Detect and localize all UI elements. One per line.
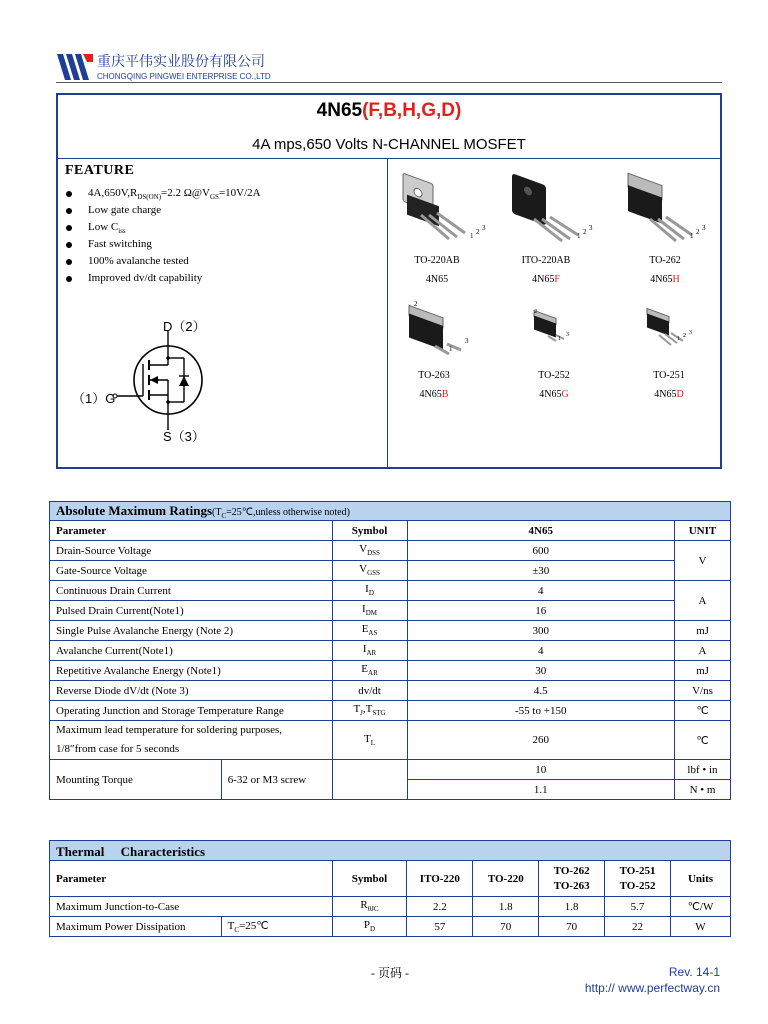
revision: Rev. 14-1 [668, 965, 720, 979]
col-header-ito220: ITO-220 [407, 861, 473, 897]
col-header-parameter: Parameter [50, 521, 333, 541]
package-name: TO-252 [538, 370, 570, 381]
part-base: 4N65 [316, 100, 363, 121]
package-name: TO-220AB [414, 255, 460, 266]
feature-item: Low $C_{iss}$ [88, 221, 126, 236]
package-part: 4N65D [654, 389, 684, 400]
pin-label: 3 [589, 224, 593, 232]
drain-label: D（2） [163, 319, 206, 334]
table-row: Operating Junction and Storage Temperature Range $T_J,T_{STG}$ -55 to +150 ℃ [50, 701, 731, 721]
feature-item: 100% avalanche tested [88, 255, 189, 267]
pin-label: 3 [482, 224, 486, 232]
col-header-symbol: Symbol [332, 861, 407, 897]
pin-label: 3 [566, 332, 569, 338]
feature-heading: FEATURE [65, 163, 135, 178]
col-header-unit: UNIT [674, 521, 730, 541]
pin-label: 2 [534, 309, 537, 315]
source-label: S（3） [163, 429, 205, 444]
feature-list [56, 185, 386, 295]
package-part: 4N65H [650, 274, 680, 285]
table-row: Drain-Source Voltage $V_{DSS}$ 600 V [50, 541, 731, 561]
pin-label: 1 [677, 336, 680, 342]
company-name-en: CHONGQING PINGWEI ENTERPRISE CO.,LTD [97, 72, 271, 81]
to263-package-image [405, 300, 485, 360]
feature-item: $4A,650V,R_{DS(ON)}=2.2$ $\Omega@V_{GS}=10V/2A$ [88, 187, 261, 202]
col-header-to251-to252: TO-251 TO-252 [605, 861, 671, 897]
pin-label: 3 [702, 224, 706, 232]
pin-label: 2 [583, 228, 587, 236]
website-link[interactable]: http:// www.perfectway.cn [584, 981, 720, 995]
pin-label: 3 [465, 337, 469, 345]
table-row: Mounting Torque 6-32 or M3 screw 10 lbf • in [50, 760, 731, 780]
pin-label: 2 [414, 300, 418, 308]
absolute-max-ratings-table [49, 501, 731, 800]
package-part: 4N65F [532, 274, 560, 285]
pin-label: 2 [476, 228, 480, 236]
package-part: 4N65G [539, 389, 569, 400]
table-row: Repetitive Avalanche Energy (Note1) $E_{AR}$ 30 mJ [50, 661, 731, 681]
pin-label: 2 [683, 333, 686, 339]
to251-package-image [643, 303, 693, 347]
col-header-symbol: Symbol [332, 521, 407, 541]
company-logo [57, 52, 93, 82]
table-row: 1.1 N • m [50, 780, 731, 800]
pin-label: 1 [690, 232, 694, 240]
col-header-to262-to263: TO-262 TO-263 [539, 861, 605, 897]
pin-label: 1 [577, 232, 581, 240]
table-row: Continuous Drain Current $I_D$ 4 A [50, 581, 731, 601]
header-divider [56, 82, 722, 83]
abs-max-caption: Absolute Maximum $Ratings(T_C=25℃,unless$ otherwise noted) [50, 502, 731, 521]
pin-label: 1 [558, 336, 561, 342]
table-row: Maximum Power Dissipation $T_C=25℃$ $P_D$ 57 70 70 22 W [50, 917, 731, 937]
table-row: Gate-Source Voltage $V_{GSS}$ ±30 [50, 561, 731, 581]
page-number: - 页码 - [371, 966, 409, 980]
table-row: Maximum lead temperature for soldering purposes, 1/8″from case for 5 seconds $T_L$ 260 ℃ [50, 721, 731, 760]
pin-label: 3 [689, 330, 692, 336]
feature-item: Improved dv/dt capability [88, 272, 203, 284]
col-header-value: 4N65 [407, 521, 674, 541]
product-title [56, 100, 722, 122]
package-name: TO-263 [418, 370, 450, 381]
mosfet-symbol [110, 330, 210, 430]
pin-label: 1 [449, 345, 453, 353]
thermal-characteristics-table [49, 840, 731, 937]
gate-label: （1）G [72, 391, 116, 406]
to252-package-image [530, 305, 580, 345]
col-header-units: Units [671, 861, 731, 897]
pin-label: 1 [470, 232, 474, 240]
table-row: Avalanche Current(Note1) $I_{AR}$ 4 A [50, 641, 731, 661]
col-header-parameter: Parameter [50, 861, 333, 897]
thermal-caption: Thermal Characteristics [50, 841, 731, 861]
pin-label: 2 [696, 228, 700, 236]
package-name: ITO-220AB [521, 255, 571, 266]
package-name: TO-262 [649, 255, 681, 266]
product-subtitle: 4A mps,650 Volts N-CHANNEL MOSFET [252, 136, 526, 153]
to262-package-image [622, 165, 717, 245]
table-row: Single Pulse Avalanche Energy (Note 2) $E_{AS}$ 300 mJ [50, 621, 731, 641]
package-part: 4N65 [425, 274, 449, 285]
package-name: TO-251 [653, 370, 685, 381]
package-part: 4N65B [419, 389, 449, 400]
table-row: Pulsed Drain Current(Note1) $I_{DM}$ 16 [50, 601, 731, 621]
col-header-to220: TO-220 [473, 861, 539, 897]
feature-item: Fast switching [88, 238, 152, 250]
table-row: Reverse Diode dV/dt (Note 3) dv/dt 4.5 V/ns [50, 681, 731, 701]
table-row: Maximum Junction-to-Case $R_{\theta JC}$ 2.2 1.8 1.8 5.7 ℃/W [50, 897, 731, 917]
part-variants: (F,B,H,G,D) [362, 100, 462, 121]
feature-item: Low gate charge [88, 204, 162, 216]
company-name-cn: 重庆平伟实业股份有限公司 [97, 53, 265, 69]
